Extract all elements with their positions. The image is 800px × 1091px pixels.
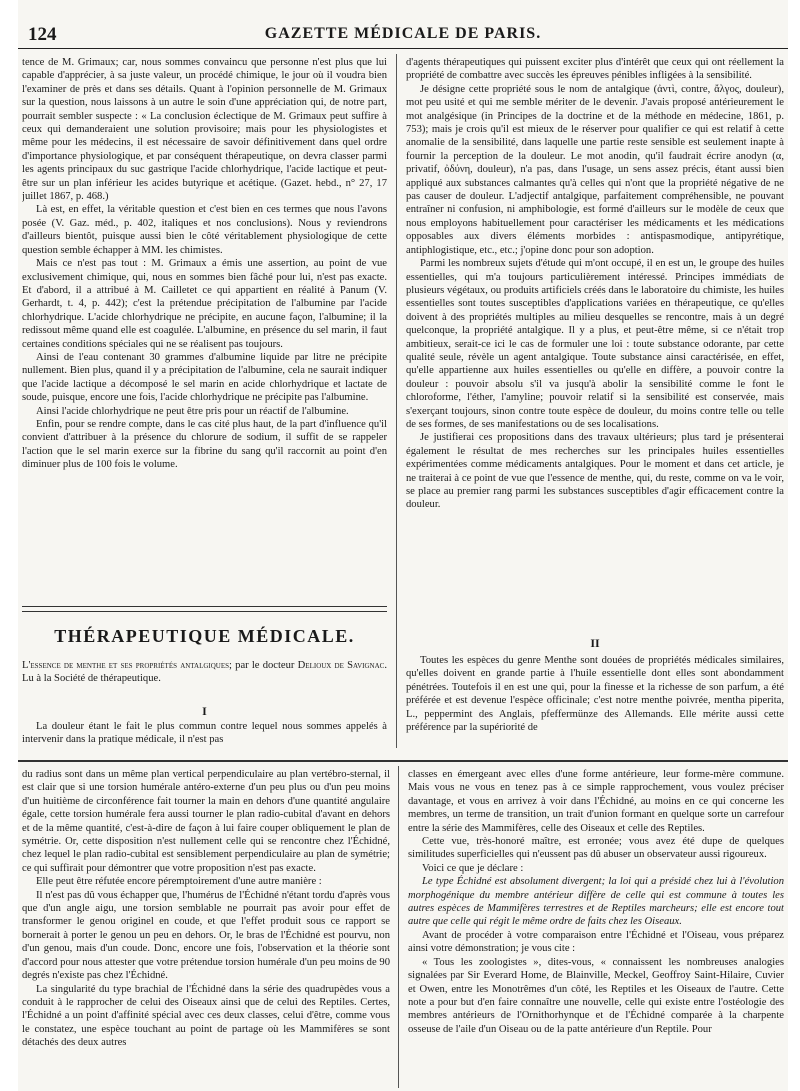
paragraph: Je justifierai ces propositions dans des travaux ultérieurs; plus tard je présenterai également le résultat de mes recherches sur les principales huiles essentielles expérimentées comme médicaments antalgiques. Pour le moment et dans cet article, je ne traiterai à ce point de vue que l'essence de menthe, qui, du reste, comme on va le voir, se place au premier rang parmi les substances susceptibles d'agir efficacement contre la douleur. [406, 432, 784, 511]
page-fold-rule [18, 760, 788, 762]
section-number: I [202, 704, 207, 718]
page-number: 124 [28, 24, 57, 45]
right-column-article [406, 654, 784, 754]
paragraph: Toutes les espèces du genre Menthe sont douées de propriétés médicales similaires, qu'elles doivent en grande partie à l'huile essentielle dont elles sont abondamment pénétrées. Toutefois il en est une qui, pour la finesse et la richesse de son parfum, a été préférée et est devenue l'espèce officinale; c'est notre menthe poivrée, mentha piperita, L., peppermint des Anglais, pfeffermünze des Allemands. Elle mérite aussi cette préférence par la supériorité de [406, 655, 784, 734]
newspaper-page [18, 0, 788, 1091]
paragraph: Avant de procéder à votre comparaison entre l'Échidné et l'Oiseau, vous préparez ainsi votre démonstration; je vous cite : [408, 929, 784, 955]
paragraph: Le type Échidné est absolument divergent; la loi qui a présidé chez lui à l'évolution morphogénique du membre antérieur diffère de celle qui est commune à toutes les autres espèces de Mammifères terrestres et de Reptiles marcheurs; elle est encore tout autre que celle qui régit le même ordre de faits chez les Oiseaux. [408, 876, 784, 928]
paragraph: Parmi les nombreux sujets d'étude qui m'ont occupé, il en est un, le groupe des huiles essentielles, qui m'a toujours particulièrement intéressé. Principes immédiats de plusieurs végétaux, ou produits artificiels créés dans le laboratoire du chimiste, les huiles essentielles sont toutes susceptibles d'applications variées en thérapeutique, ce qu'elles doivent à des propriétés multiples au milieu desquelles se rencontre, mais à un degré quelconque, la propriété antalgique. Il y a plus, et peut-être même, si ce n'était trop ambitieux, serait-ce ici le cas de formuler une loi : toute substance odorante, par cette qualité seule, révèle un agent antalgique. Toute substance ainsi caractérisée, en effet, qu'elle appartienne aux huiles essentielles ou qu'elle en diffère, a pouvoir contre la douleur : pouvoir absolu s'il va jusqu'à abolir la sensibilité comme le font le chloroforme, l'éther, l'amyline; pouvoir relatif si la sensibilité est conservée, mais s'exerçant toujours, sinon contre toute espèce de douleur, du moins contre telle ou telle de ses formes, de ses manifestations ou de ses localisations. [406, 258, 784, 430]
right-column-top [406, 56, 784, 634]
paragraph: Il n'est pas dû vous échapper que, l'humérus de l'Échidné n'étant tordu d'après vous que d'un angle aigu, une torsion semblable ne pourrait pas avoir pour effet de transformer le genou originel en coude, et que l'effet produit sous ce rapport se bornerait à porter le genou un peu en dehors. Or, le bras de l'Échidné est pourvu, non d'un genou, mais d'un coude. Donc, encore une fois, l'observation et la théorie sont d'accord pour nous attester que votre prétendue torsion humérale d'un peu moins de 90 degrés n'existe pas chez l'Échidné. [22, 889, 390, 982]
section-title: THÉRAPEUTIQUE MÉDICALE. [54, 626, 355, 646]
paragraph: « Tous les zoologistes », dites-vous, « connaissent les nombreuses analogies signalées par Sir Everard Home, de Blainville, Meckel, Geoffroy Saint-Hilaire, Cuvier et Owen, entre les Monotrêmes d'un côté, les Reptiles et les Oiseaux de l'autre. Cette note a pour but d'en faire connaître une nouvelle, celle qui existe entre l'ostéologie des membres antérieurs de l'Ornithorhynque et de l'Échidné comparée à la charpente osseuse de l'aile d'un Oiseau ou de la patte antérieure d'un Reptile. Pour [408, 956, 784, 1035]
paragraph: Mais ce n'est pas tout : M. Grimaux a émis une assertion, au point de vue exclusivement chimique, qui, nous en sommes bien fâché pour lui, n'est pas exacte. Et d'abord, il a attribué à M. Cailletet ce qui appartient en réalité à Panum (V. Gerhardt, t. 4, p. 442); c'est la prétendue précipitation de l'albumine par l'acide chlorhydrique. L'acide chlorhydrique ne précipite, en aucune façon, l'albumine; il la redissout même quand elle est coagulée. L'albumine, en présence du sel marin, il faut certaines conditions spéciales qui ne se réalisent pas toujours. [22, 258, 387, 350]
paragraph: La douleur étant le fait le plus commun contre lequel nous sommes appelés à intervenir dans la pratique médicale, il n'est pas [22, 721, 387, 746]
paragraph: Je désigne cette propriété sous le nom de antalgique (ἀντὶ, contre, ἄλγος, douleur), mot peu usité et qui me semble mériter de le devenir. J'avais proposé antérieurement le mot analgésique (in Principes de la doctrine et de la méthode en médecine, 1861, p. 753); mais je crois qu'il est mieux de le réserver pour qualifier ce qui est relatif à cette anomalie de la sensibilité, dans laquelle une partie reste sensible est seulement inapte à fournir la perception de la douleur. Le mot anodin, qu'il faudrait écrire anodyn (α, privatif, ὀδύνη, douleur), n'a pas, dans l'usage, un sens assez précis, étant aussi bien appliqué aux substances calmantes qu'à celles qui n'ont que la propriété négative de ne pas causer de douleur. L'adjectif antalgique, parfaitement compréhensible, ne pouvant entraîner ni confusion, ni amphibologie, est formé d'ailleurs sur le modèle de ceux que nous employons habituellement pour caractériser les médicaments et les médications opposables aux divers éléments morbides : antispasmodique, antipyrétique, antiphlogistique, etc., etc.; j'opine donc pour son adoption. [406, 83, 784, 256]
paragraph: La singularité du type brachial de l'Échidné dans la série des quadrupèdes vous a conduit à le rapprocher de celui des Oiseaux ainsi que de celui des Reptiles. Certes, l'Échidné a un point d'affinité spécial avec ces deux classes, celui d'être, comme vous le constatez, une espèce touchant au point de partage où les Mammifères se sont détachés des deux autres [22, 983, 390, 1049]
paragraph: Elle peut être réfutée encore péremptoirement d'une autre manière : [36, 876, 322, 888]
article-intro [22, 659, 387, 686]
paragraph: Ainsi l'acide chlorhydrique ne peut être pris pour un réactif de l'albumine. [36, 405, 349, 417]
intro-text: ; par le docteur [229, 660, 298, 671]
intro-text: . Lu à la Société de thérapeutique. [22, 660, 387, 685]
column-divider [396, 54, 397, 748]
paragraph: du radius sont dans un même plan vertical perpendiculaire au plan vertébro-sternal, il est clair que si une torsion humérale antéro-externe d'un peu plus ou d'un peu moins d'un huitième de circonférence fait tourner la main en dehors d'une quantité angulaire égale, cette torsion humérale fera aussi tourner le plan radio-cubital d'avant en dehors et de la même quantité, c'est-à-dire de façon à lui faire couper obliquement le plan de symétrie. Or, cette disposition n'est nullement celle qui se rencontre chez l'Échidné, chez lequel le plan radio-cubital est sensiblement perpendiculaire au plan de symétrie; ce qui suffirait pour démontrer que votre proposition n'est pas exacte. [22, 769, 390, 874]
paragraph: classes en émergeant avec elles d'une forme antérieure, leur forme-mère commune. Mais vous ne vous en tenez pas à ce simple rapprochement, vous voulez préciser davantage, et vous en arrivez à voir dans l'Échidné, au moins en ce qui concerne les membres, un terme de transition, un trait d'union formant en quelque sorte un carrefour entre la série des Mammifères, celle des Oiseaux et celle des Reptiles. [408, 769, 784, 834]
paragraph: d'agents thérapeutiques qui puissent exciter plus d'intérêt que ceux qui ont réellement la propriété de combattre avec succès les épreuves pénibles infligées à la sensibilité. [406, 57, 784, 82]
left-column-bottom [22, 768, 390, 1088]
gazette-title: GAZETTE MÉDICALE DE PARIS. [264, 25, 542, 42]
paragraph: Cette vue, très-honoré maître, est erronée; vous avez été dupe de quelques similitudes superficielles qui n'eussent pas dû abuser un observateur aussi rigoureux. [408, 836, 784, 861]
paragraph: Voici ce que je déclare : [422, 862, 524, 874]
paragraph: Enfin, pour se rendre compte, dans le cas cité plus haut, de la part d'influence qu'il convient d'attribuer à la présence du chlorure de sodium, il suffit de se rappeler l'action que le sel marin exerce sur la fibrine du sang qu'il raccornit au point d'en diminuer plus de 100 fois le volume. [22, 418, 387, 471]
article-title: L'essence de menthe et ses propriétés antalgiques [22, 660, 230, 671]
paragraph: Ainsi de l'eau contenant 30 grammes d'albumine liquide par litre ne précipite nullement. Bien plus, quand il y a précipitation de l'albumine, cela ne saurait indiquer que l'acide lactique a décomposé le sel marin en acide chlorhydrique et lactate de soude, puisque, encore une fois, l'acide chlorhydrique ne précipite pas l'albumine. [22, 351, 387, 404]
section-rule [22, 611, 387, 612]
article-author: Delioux de Savignac [297, 660, 385, 671]
column-divider [398, 766, 399, 1088]
section-number: II [590, 636, 600, 650]
left-column-article [22, 720, 387, 754]
right-column-bottom [408, 768, 784, 1088]
paragraph: tence de M. Grimaux; car, nous sommes convaincu que personne n'est plus que lui capable d'apprécier, à sa juste valeur, un procédé chimique, le jour où il voudra bien l'examiner de près et dans ses détails. Quant à l'opinion personnelle de M. Grimaux sur la question, nous laissons à un autre le soin d'une appréciation qui, de notre part, pourrait sembler suspecte : « La conclusion éclectique de M. Grimaux peut suffire à ceux qui demanderaient une solution provisoire; mais pour les physiologistes et même pour les médecins, il est nécessaire de savoir définitivement dans quel ordre d'importance physiologique, et par conséquent thérapeutique, on devra classer parmi les agents principaux du suc gastrique l'acide chlorhydrique, l'acide lactique et peut-être sur un plan inférieur les acides butyrique et acétique. (Gazet. hebd., n° 27, 17 juillet 1867, p. 468.) [22, 57, 387, 203]
paragraph: Là est, en effet, la véritable question et c'est bien en ces termes que nous l'avons posée (V. Gaz. méd., p. 402, italiques et nos conclusions). Nous y reviendrons d'ailleurs bientôt, puisque aussi bien le côté véritablement physiologique de cette question semble échapper à MM. les chimistes. [22, 204, 387, 256]
section-rule [22, 606, 387, 607]
running-head [18, 22, 788, 49]
